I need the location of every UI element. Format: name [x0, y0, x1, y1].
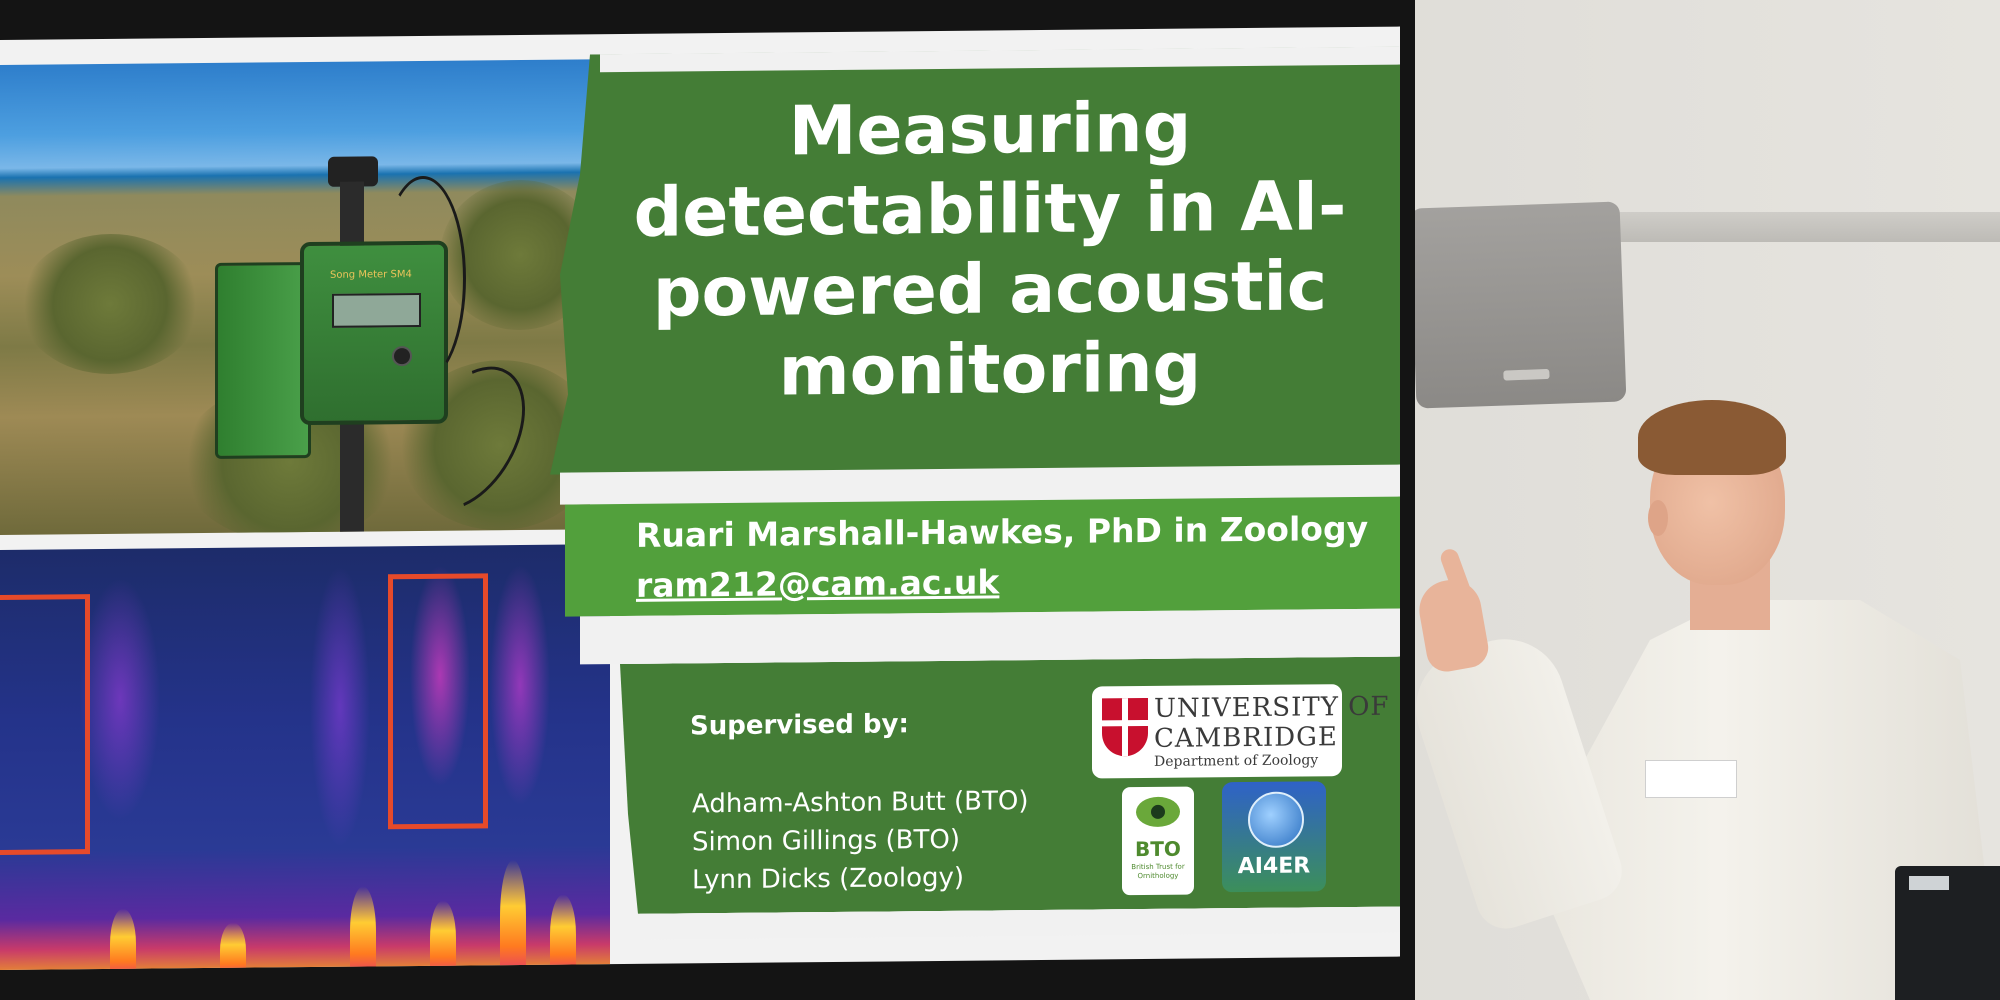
wall-speaker	[1410, 201, 1627, 408]
cambridge-logo	[1092, 684, 1390, 778]
supervisor-item: Adham-Ashton Butt (BTO)	[692, 786, 1029, 820]
spectral-peak	[220, 923, 246, 970]
globe-icon	[1248, 791, 1304, 848]
spectral-peak	[500, 860, 526, 970]
bto-bird-eye-icon	[1136, 797, 1180, 827]
ai4er-logo	[1222, 781, 1326, 892]
spectral-peak	[350, 886, 376, 970]
recorder-side-case	[215, 262, 311, 459]
speaker-slot	[1503, 369, 1549, 381]
cambridge-logo-line3: Department of Zoology	[1154, 752, 1319, 770]
monitor-label	[1909, 876, 1949, 890]
lectern-monitor	[1895, 866, 2000, 1000]
detection-box	[0, 594, 90, 855]
cambridge-crest-icon	[1102, 698, 1148, 756]
supervisor-item: Lynn Dicks (Zoology)	[692, 862, 965, 896]
recorder-brand-label: Song Meter SM4	[330, 269, 412, 281]
supervisor-item: Simon Gillings (BTO)	[692, 824, 961, 858]
bto-logo-text: BTO	[1135, 836, 1181, 862]
shrub	[20, 233, 200, 375]
bto-logo-subtext: British Trust for Ornithology	[1131, 862, 1185, 881]
white-stripe	[580, 609, 1400, 665]
presenter-hair	[1638, 400, 1786, 475]
ai4er-logo-text: AI4ER	[1237, 853, 1311, 880]
spectrogram-image	[0, 544, 610, 970]
spectral-peak	[550, 894, 576, 970]
presentation-slide	[0, 27, 1400, 970]
supervised-by-label: Supervised by:	[690, 709, 909, 742]
field-recorder-photo	[0, 59, 590, 535]
presenter-ear	[1648, 500, 1668, 536]
cambridge-logo-line2: CAMBRIDGE	[1154, 722, 1338, 754]
cable	[380, 176, 466, 383]
bto-logo	[1122, 787, 1194, 896]
spectral-peak	[430, 901, 456, 970]
detection-box	[388, 573, 488, 829]
spectral-peak	[110, 909, 136, 970]
cambridge-logo-line1: UNIVERSITY OF	[1154, 691, 1390, 724]
author-name: Ruari Marshall-Hawkes, PhD in Zoology	[636, 508, 1369, 555]
slide-title: Measuring detectability in AI- powered acoustic monitoring	[633, 88, 1347, 412]
author-email: ram212@cam.ac.uk	[636, 562, 1000, 605]
supervisor-list	[692, 782, 1028, 899]
name-badge	[1645, 760, 1737, 798]
